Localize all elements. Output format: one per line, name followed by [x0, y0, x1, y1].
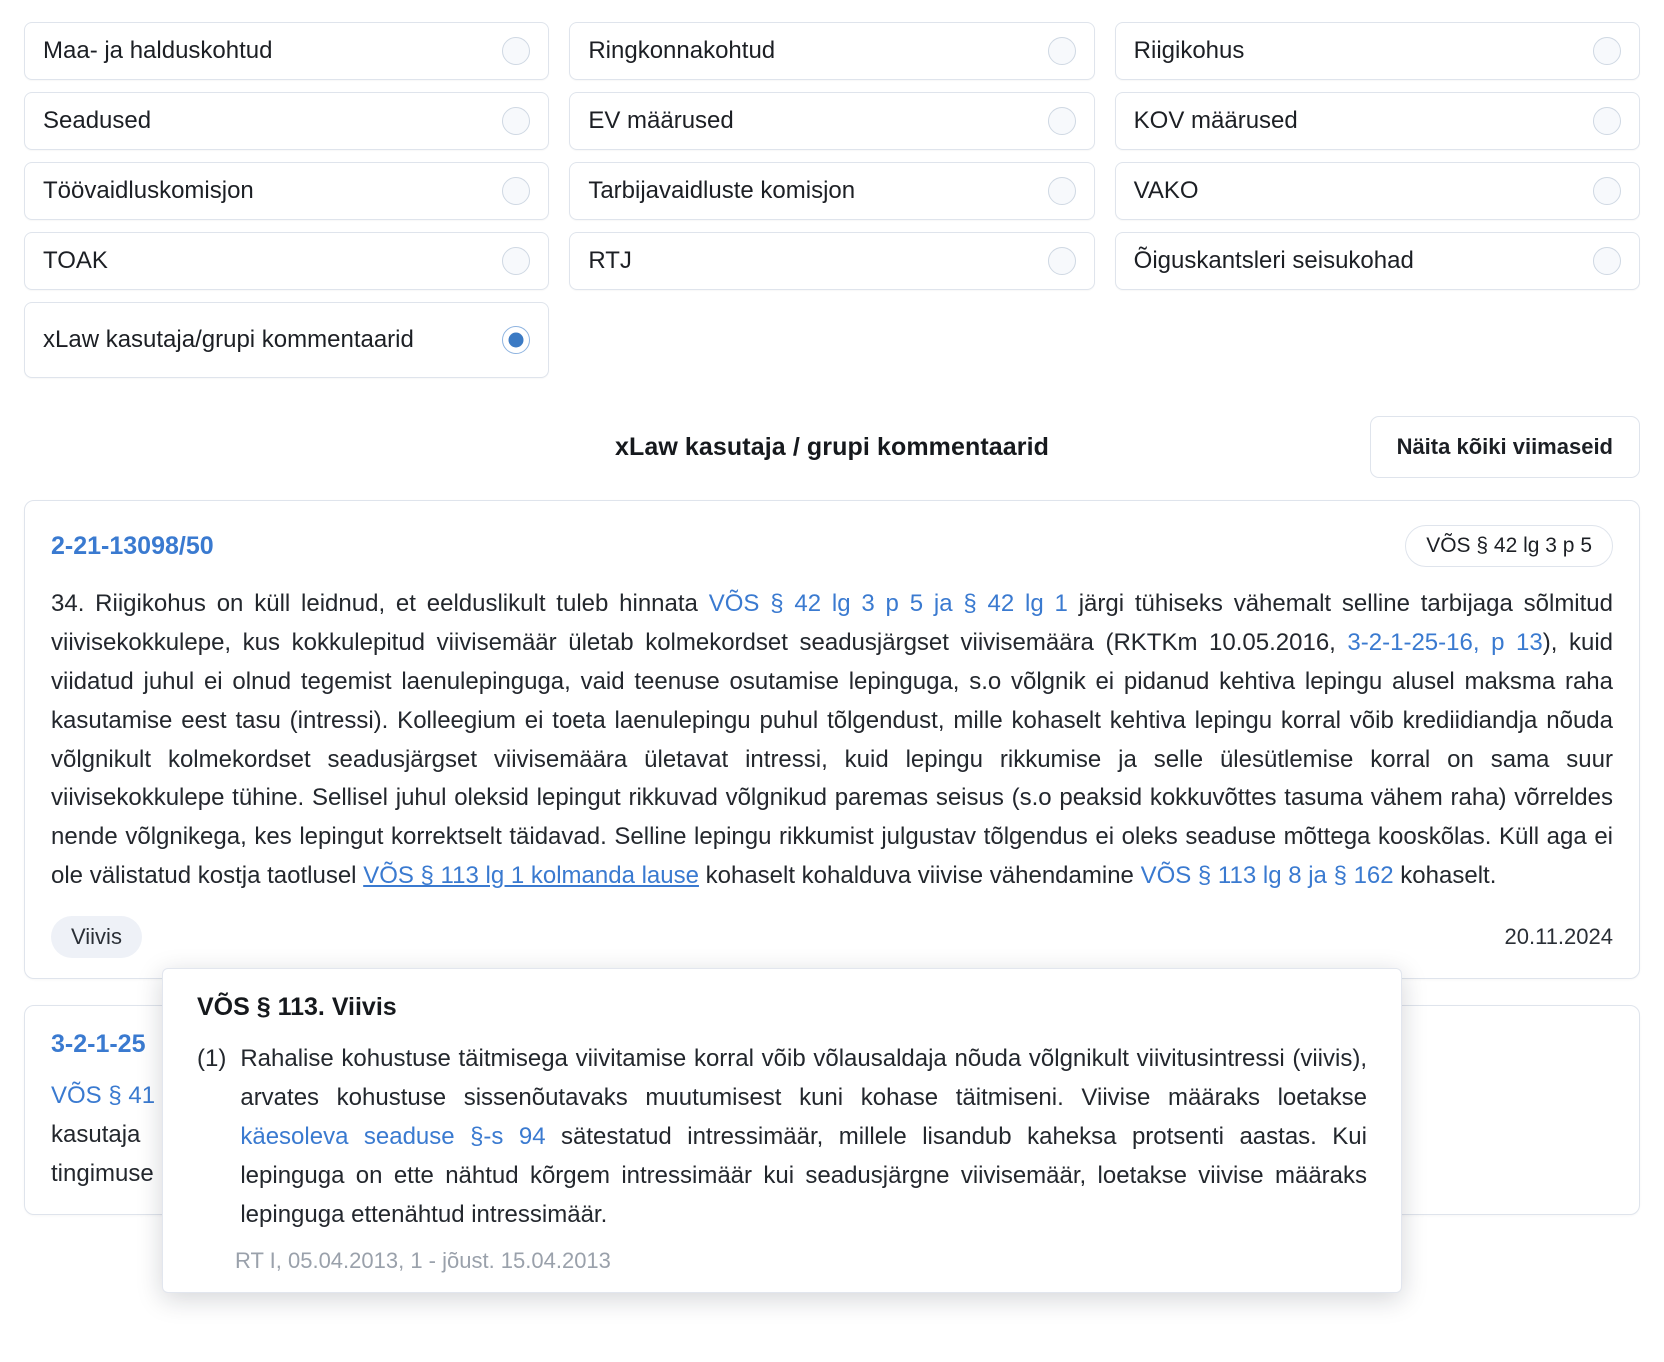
filter-chip-rtj[interactable] — [569, 232, 1094, 290]
result-card-header — [51, 525, 1613, 567]
radio-icon[interactable] — [1593, 177, 1621, 205]
tooltip-paragraph-number: (1) — [197, 1045, 227, 1072]
text-fragment: sätestatud intressimäär, millele lisandub kaheksa protsenti aastas. Kui lepinguga on ette nähtud kõrgem intressimäär kui seadusjärgne viivisemäär, loetakse viivise määraks lepinguga ettenähtud intressimäär. — [240, 1122, 1367, 1228]
filter-chip-label: Õiguskantsleri seisukohad — [1133, 247, 1414, 274]
text-fragment: ), kuid viidatud juhul ei olnud tegemist laenulepinguga, vaid teenuse osutamise lepinguga, s.o võlgnik ei pidanud kehtiva lepingu alusel maksma raha kasutamise eest tasu (intressi). Kolleegium ei toeta laenulepingu puhul tõlgendust, mille kohaselt kehtiva lepingu korral võib krediidiandja nõuda võlgnikult kolmekordset seadusjärgset viivisemäära ületavat intressi, kuid lepingu rikkumise ja selle ülesütlemise korral on sama suur viivisekokkulepe tühine. Sellisel juhul oleksid lepingut rikkuvad võlgnikud paremas seisus (s.o peaksid kokkuvõttes tasuma vähem raha) võrreldes nende võlgnikega, kes lepingut korrektselt täidavad. Selline lepingu rikkumist julgustav tõlgendus ei oleks seaduse mõttega kooskõlas. Küll aga ei ole välistatud kostja taotlusel — [51, 628, 1613, 890]
filter-chip-ringkonnakohtud[interactable] — [569, 22, 1094, 80]
result-card[interactable] — [24, 500, 1640, 979]
filter-chip-toovaidluskomisjon[interactable] — [24, 162, 549, 220]
case-number-link[interactable]: 2-21-13098/50 — [51, 531, 214, 560]
radio-icon[interactable] — [1048, 177, 1076, 205]
text-fragment: 34. Riigikohus on küll leidnud, et eelduslikult tuleb hinnata — [51, 590, 709, 617]
radio-icon[interactable] — [502, 247, 530, 275]
status-badge: VÕS § 42 lg 3 p 5 — [1405, 525, 1613, 567]
tooltip-source-note: RT I, 05.04.2013, 1 - jõust. 15.04.2013 — [235, 1248, 611, 1274]
reference-link[interactable]: VÕS § 113 lg 8 ja § 162 — [1140, 862, 1394, 890]
tooltip-paragraph-text — [240, 1040, 1367, 1234]
radio-icon[interactable] — [1593, 247, 1621, 275]
result-card-footer — [51, 916, 1613, 958]
radio-icon[interactable] — [502, 177, 530, 205]
page-title: xLaw kasutaja / grupi kommentaarid — [614, 432, 1050, 461]
radio-icon[interactable] — [1048, 247, 1076, 275]
show-all-latest-button[interactable]: Näita kõiki viimaseid — [1370, 416, 1640, 478]
filter-chip-label: KOV määrused — [1133, 107, 1298, 134]
filter-chip-maa-ja-halduskohtud[interactable] — [24, 22, 549, 80]
text-fragment: kohaselt. — [1393, 862, 1497, 890]
radio-icon-selected[interactable] — [502, 326, 530, 354]
filter-chip-label: xLaw kasutaja/grupi kommentaarid — [43, 326, 414, 353]
source-filter-grid — [0, 0, 1664, 378]
reference-link[interactable]: VÕS § 42 lg 3 p 5 ja § 42 lg 1 — [708, 590, 1068, 617]
radio-icon[interactable] — [1593, 107, 1621, 135]
radio-icon[interactable] — [1048, 37, 1076, 65]
topic-tag[interactable]: Viivis — [51, 916, 142, 958]
radio-icon[interactable] — [1048, 107, 1076, 135]
text-fragment: kasutaja — [51, 1120, 141, 1148]
result-card-body — [51, 585, 1613, 896]
filter-chip-xlaw-kommentaarid[interactable] — [24, 302, 549, 378]
law-reference-tooltip — [162, 968, 1402, 1293]
reference-link-hovered[interactable]: VÕS § 113 lg 1 kolmanda lause — [363, 862, 699, 890]
filter-chip-oiguskantsleri-seisukohad[interactable] — [1115, 232, 1640, 290]
case-number-link[interactable]: 3-2-1-25 — [51, 1030, 146, 1058]
radio-icon[interactable] — [502, 107, 530, 135]
text-fragment: kohaselt kohalduva viivise vähendamine — [698, 862, 1141, 890]
filter-chip-ev-maarused[interactable] — [569, 92, 1094, 150]
tooltip-title: VÕS § 113. Viivis — [197, 993, 397, 1021]
filter-chip-label: Maa- ja halduskohtud — [43, 37, 273, 64]
result-date: 20.11.2024 — [1504, 924, 1613, 949]
filter-chip-label: RTJ — [588, 247, 632, 274]
filter-chip-label: TOAK — [43, 247, 108, 274]
filter-chip-tarbijavaidluste-komisjon[interactable] — [569, 162, 1094, 220]
filter-chip-riigikohus[interactable] — [1115, 22, 1640, 80]
reference-link[interactable]: 3-2-1-25-16, p 13 — [1347, 628, 1543, 656]
filter-chip-seadused[interactable] — [24, 92, 549, 150]
radio-icon[interactable] — [502, 37, 530, 65]
filter-chip-label: Tarbijavaidluste komisjon — [588, 177, 856, 204]
results-header — [24, 416, 1640, 478]
filter-chip-label: Riigikohus — [1133, 37, 1245, 64]
radio-icon[interactable] — [1593, 37, 1621, 65]
filter-chip-kov-maarused[interactable] — [1115, 92, 1640, 150]
filter-chip-vako[interactable] — [1115, 162, 1640, 220]
text-fragment: tingimuse — [51, 1159, 154, 1187]
filter-chip-label: EV määrused — [588, 107, 734, 134]
text-fragment: Rahalise kohustuse täitmisega viivitamise korral võib võlausaldaja nõuda võlgnikult viivitusintressi (viivis), arvates kohustuse sissenõutavaks muutumisest kuni kohase täitmiseni. Viivise määraks loetakse — [240, 1045, 1367, 1111]
filter-chip-label: Töövaidluskomisjon — [43, 177, 254, 204]
filter-chip-toak[interactable] — [24, 232, 549, 290]
reference-link[interactable]: käesoleva seaduse §-s 94 — [240, 1122, 546, 1150]
filter-chip-label: Ringkonnakohtud — [588, 37, 776, 64]
reference-link[interactable]: VÕS § 41 — [51, 1082, 156, 1109]
tooltip-paragraph — [197, 1040, 1367, 1234]
filter-chip-label: VAKO — [1133, 177, 1199, 204]
filter-chip-label: Seadused — [43, 107, 152, 134]
text-fragment: järgi tühiseks vähemalt selline tarbijaga sõlmitud viivisekokkulepe, kus kokkulepitud viivisemäär ületab kolmekordset seadusjärgset viivisemäära (RKTKm 10.05.2016, — [51, 590, 1614, 656]
